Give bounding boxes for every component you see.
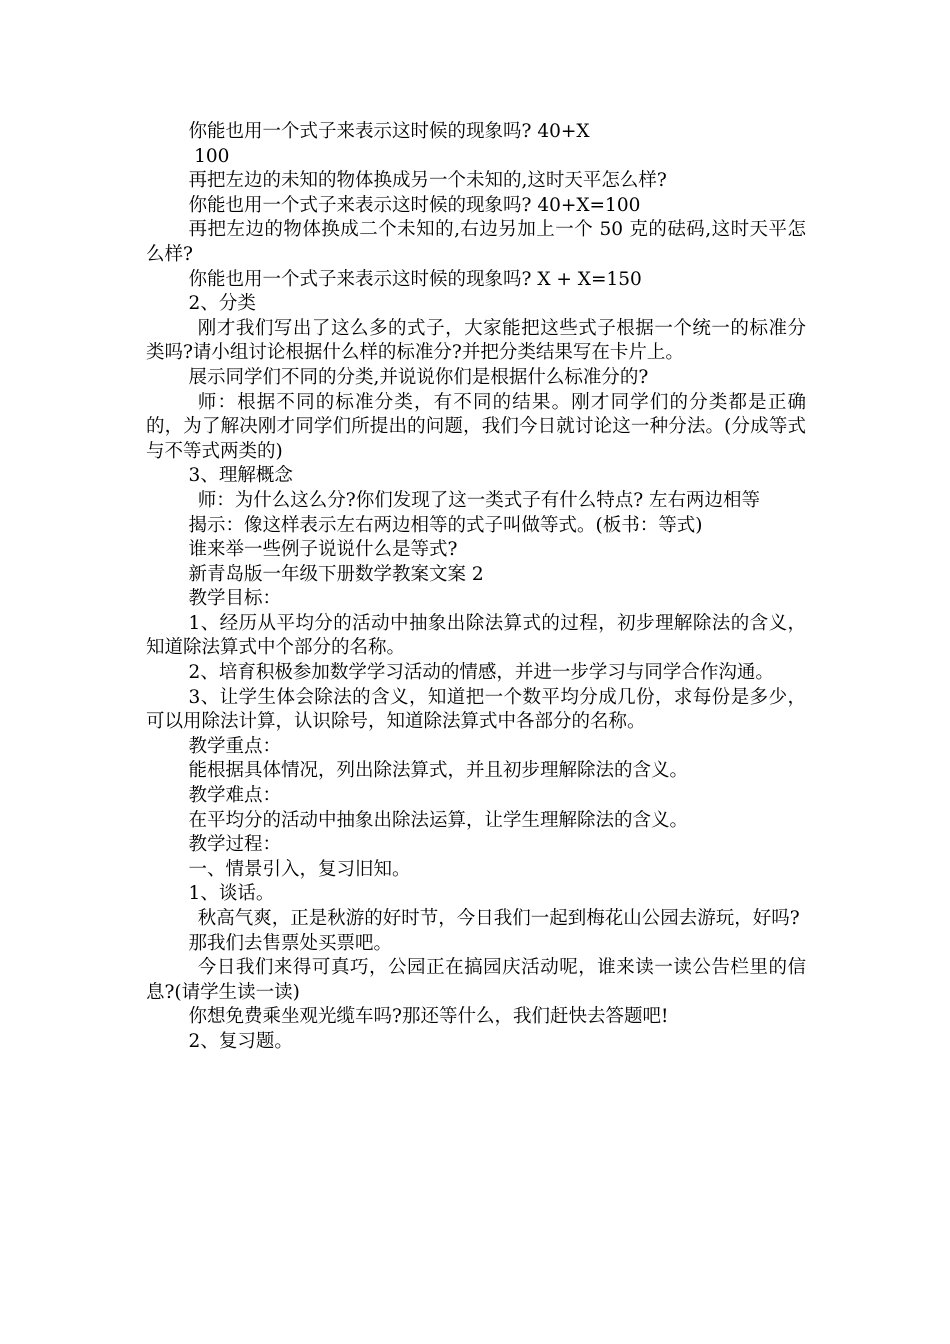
paragraph: 秋高气爽，正是秋游的好时节，今日我们一起到梅花山公园去游玩，好吗? bbox=[197, 908, 800, 929]
paragraph: 师：为什么这么分?你们发现了这一类式子有什么特点? 左右两边相等 bbox=[197, 489, 761, 511]
paragraph: 在平均分的活动中抽象出除法运算，让学生理解除法的含义。 bbox=[188, 809, 689, 831]
section-heading: 2、复习题。 bbox=[188, 1030, 293, 1052]
paragraph: 你能也用一个式子来表示这时候的现象吗? 40+X bbox=[188, 121, 590, 142]
paragraph: 你想免费乘坐观光缆车吗?那还等什么，我们赶快去答题吧! bbox=[188, 1006, 669, 1028]
paragraph: 3、让学生体会除法的含义，知道把一个数平均分成几份，求每份是多少，可以用除法计算，认识除号，知道除法算式中各部分的名称。 bbox=[146, 686, 806, 733]
document-body bbox=[146, 120, 806, 1055]
section-heading: 教学过程： bbox=[188, 834, 282, 856]
document-subtitle: 新青岛版一年级下册数学教案文案 2 bbox=[188, 563, 484, 585]
section-heading: 2、分类 bbox=[188, 293, 256, 315]
paragraph: 谁来举一些例子说说什么是等式? bbox=[188, 539, 458, 561]
paragraph: 你能也用一个式子来表示这时候的现象吗? 40+X=100 bbox=[188, 194, 641, 216]
paragraph: 揭示：像这样表示左右两边相等的式子叫做等式。(板书：等式) bbox=[188, 514, 703, 536]
paragraph: 师：根据不同的标准分类，有不同的结果。刚才同学们的分类都是正确的，为了解决刚才同学们所提出的问题，我们今日就讨论这一种分法。(分成等式与不等式两类的) bbox=[146, 391, 806, 462]
paragraph: 刚才我们写出了这么多的式子，大家能把这些式子根据一个统一的标准分类吗?请小组讨论根据什么样的标准分?并把分类结果写在卡片上。 bbox=[146, 317, 806, 364]
paragraph: 再把左边的未知的物体换成另一个未知的,这时天平怎么样? bbox=[188, 170, 667, 192]
paragraph: 今日我们来得可真巧，公园正在搞园庆活动呢，谁来读一读公告栏里的信息?(请学生读一读) bbox=[146, 957, 806, 1003]
paragraph: 那我们去售票处买票吧。 bbox=[188, 932, 393, 954]
section-heading: 3、理解概念 bbox=[188, 465, 293, 487]
paragraph: 再把左边的物体换成二个未知的,右边另加上一个 50 克的砝码,这时天平怎么样? bbox=[146, 219, 806, 265]
section-heading: 教学重点： bbox=[188, 735, 282, 757]
section-heading: 一、情景引入，复习旧知。 bbox=[188, 858, 411, 880]
paragraph: 能根据具体情况，列出除法算式，并且初步理解除法的含义。 bbox=[188, 760, 689, 782]
section-heading: 教学难点： bbox=[188, 785, 282, 807]
paragraph: 1、经历从平均分的活动中抽象出除法算式的过程，初步理解除法的含义，知道除法算式中个部分的名称。 bbox=[146, 612, 806, 659]
paragraph: 100 bbox=[194, 145, 230, 167]
paragraph: 你能也用一个式子来表示这时候的现象吗? X + X=150 bbox=[188, 268, 642, 290]
section-heading: 教学目标： bbox=[188, 588, 282, 610]
paragraph: 2、培育积极参加数学学习活动的情感，并进一步学习与同学合作沟通。 bbox=[188, 662, 774, 684]
paragraph: 展示同学们不同的分类,并说说你们是根据什么标准分的? bbox=[188, 366, 649, 388]
section-heading: 1、谈话。 bbox=[188, 883, 275, 905]
